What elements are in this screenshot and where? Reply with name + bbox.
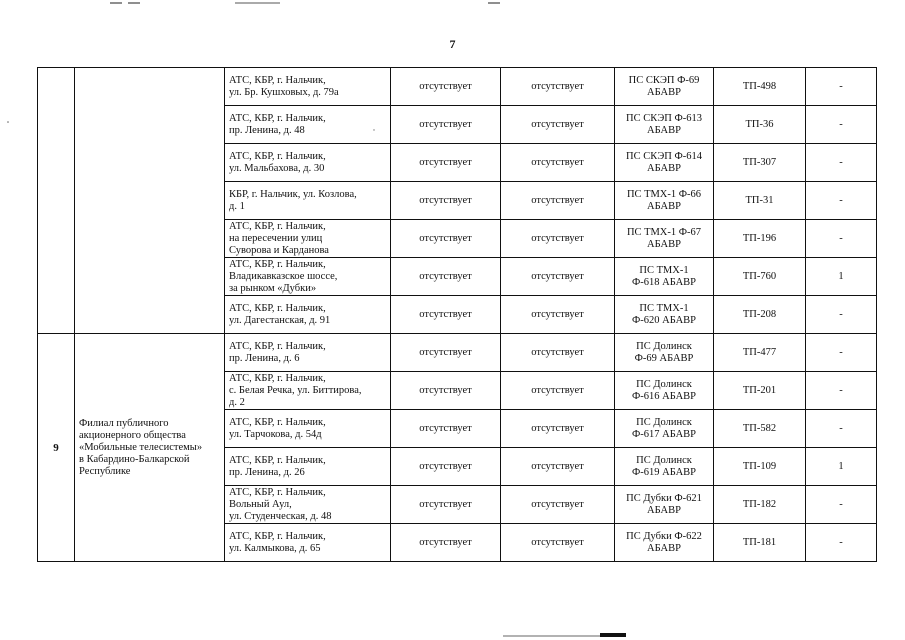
value-cell: - <box>806 334 877 372</box>
status-cell: отсутствует <box>391 448 501 486</box>
address-cell: АТС, КБР, г. Нальчик, ул. Калмыкова, д. 65 <box>225 524 391 562</box>
tp-cell: ТП-498 <box>714 68 806 106</box>
status-cell: отсутствует <box>501 410 615 448</box>
organization-cell <box>75 68 225 334</box>
substation-cell: ПС СКЭП Ф-69 АБАВР <box>615 68 714 106</box>
value-cell: - <box>806 410 877 448</box>
tp-cell: ТП-196 <box>714 220 806 258</box>
substation-cell: ПС Дубки Ф-621 АБАВР <box>615 486 714 524</box>
substation-cell: ПС Долинск Ф-619 АБАВР <box>615 448 714 486</box>
status-cell: отсутствует <box>501 144 615 182</box>
substation-cell: ПС Долинск Ф-69 АБАВР <box>615 334 714 372</box>
tp-cell: ТП-760 <box>714 258 806 296</box>
tp-cell: ТП-181 <box>714 524 806 562</box>
address-cell: АТС, КБР, г. Нальчик, пр. Ленина, д. 48 <box>225 106 391 144</box>
substation-cell: ПС Долинск Ф-616 АБАВР <box>615 372 714 410</box>
address-cell: АТС, КБР, г. Нальчик, с. Белая Речка, ул. Биттирова, д. 2 <box>225 372 391 410</box>
data-table <box>37 67 877 562</box>
organization-cell: Филиал публичного акционерного общества «Мобильные телесистемы» в Кабардино-Балкарской Республике <box>75 334 225 562</box>
status-cell: отсутствует <box>501 372 615 410</box>
value-cell: - <box>806 182 877 220</box>
table-row <box>38 68 877 106</box>
table-row <box>38 334 877 372</box>
status-cell: отсутствует <box>391 144 501 182</box>
status-cell: отсутствует <box>501 220 615 258</box>
tp-cell: ТП-109 <box>714 448 806 486</box>
tp-cell: ТП-307 <box>714 144 806 182</box>
status-cell: отсутствует <box>391 106 501 144</box>
tp-cell: ТП-31 <box>714 182 806 220</box>
status-cell: отсутствует <box>501 448 615 486</box>
status-cell: отсутствует <box>501 182 615 220</box>
status-cell: отсутствует <box>391 524 501 562</box>
status-cell: отсутствует <box>391 334 501 372</box>
value-cell: 1 <box>806 448 877 486</box>
status-cell: отсутствует <box>391 296 501 334</box>
substation-cell: ПС СКЭП Ф-614 АБАВР <box>615 144 714 182</box>
status-cell: отсутствует <box>391 372 501 410</box>
value-cell: 1 <box>806 258 877 296</box>
address-cell: АТС, КБР, г. Нальчик, пр. Ленина, д. 26 <box>225 448 391 486</box>
tp-cell: ТП-36 <box>714 106 806 144</box>
address-cell: КБР, г. Нальчик, ул. Козлова, д. 1 <box>225 182 391 220</box>
address-cell: АТС, КБР, г. Нальчик, ул. Бр. Кушховых, д. 79а <box>225 68 391 106</box>
substation-cell: ПС ТМХ-1 Ф-620 АБАВР <box>615 296 714 334</box>
tp-cell: ТП-201 <box>714 372 806 410</box>
value-cell: - <box>806 372 877 410</box>
row-number-cell: 9 <box>38 334 75 562</box>
substation-cell: ПС ТМХ-1 Ф-66 АБАВР <box>615 182 714 220</box>
status-cell: отсутствует <box>501 258 615 296</box>
tp-cell: ТП-182 <box>714 486 806 524</box>
row-number-cell <box>38 68 75 334</box>
status-cell: отсутствует <box>391 182 501 220</box>
status-cell: отсутствует <box>501 68 615 106</box>
status-cell: отсутствует <box>501 334 615 372</box>
status-cell: отсутствует <box>501 524 615 562</box>
substation-cell: ПС ТМХ-1 Ф-618 АБАВР <box>615 258 714 296</box>
status-cell: отсутствует <box>391 410 501 448</box>
value-cell: - <box>806 144 877 182</box>
address-cell: АТС, КБР, г. Нальчик, на пересечении улиц Суворова и Карданова <box>225 220 391 258</box>
substation-cell: ПС СКЭП Ф-613 АБАВР <box>615 106 714 144</box>
substation-cell: ПС ТМХ-1 Ф-67 АБАВР <box>615 220 714 258</box>
address-cell: АТС, КБР, г. Нальчик, ул. Тарчокова, д. 54д <box>225 410 391 448</box>
address-cell: АТС, КБР, г. Нальчик, ул. Дагестанская, д. 91 <box>225 296 391 334</box>
value-cell: - <box>806 220 877 258</box>
address-cell: АТС, КБР, г. Нальчик, Владикавказское шоссе, за рынком «Дубки» <box>225 258 391 296</box>
tp-cell: ТП-208 <box>714 296 806 334</box>
status-cell: отсутствует <box>501 486 615 524</box>
value-cell: - <box>806 524 877 562</box>
status-cell: отсутствует <box>391 486 501 524</box>
value-cell: - <box>806 106 877 144</box>
table-body <box>38 68 877 562</box>
substation-cell: ПС Дубки Ф-622 АБАВР <box>615 524 714 562</box>
substation-cell: ПС Долинск Ф-617 АБАВР <box>615 410 714 448</box>
status-cell: отсутствует <box>391 220 501 258</box>
value-cell: - <box>806 68 877 106</box>
page-number: 7 <box>449 37 456 51</box>
status-cell: отсутствует <box>501 296 615 334</box>
value-cell: - <box>806 296 877 334</box>
status-cell: отсутствует <box>391 68 501 106</box>
value-cell: - <box>806 486 877 524</box>
tp-cell: ТП-477 <box>714 334 806 372</box>
address-cell: АТС, КБР, г. Нальчик, Вольный Аул, ул. Студенческая, д. 48 <box>225 486 391 524</box>
status-cell: отсутствует <box>501 106 615 144</box>
address-cell: АТС, КБР, г. Нальчик, ул. Мальбахова, д. 30 <box>225 144 391 182</box>
tp-cell: ТП-582 <box>714 410 806 448</box>
status-cell: отсутствует <box>391 258 501 296</box>
address-cell: АТС, КБР, г. Нальчик, пр. Ленина, д. 6 <box>225 334 391 372</box>
